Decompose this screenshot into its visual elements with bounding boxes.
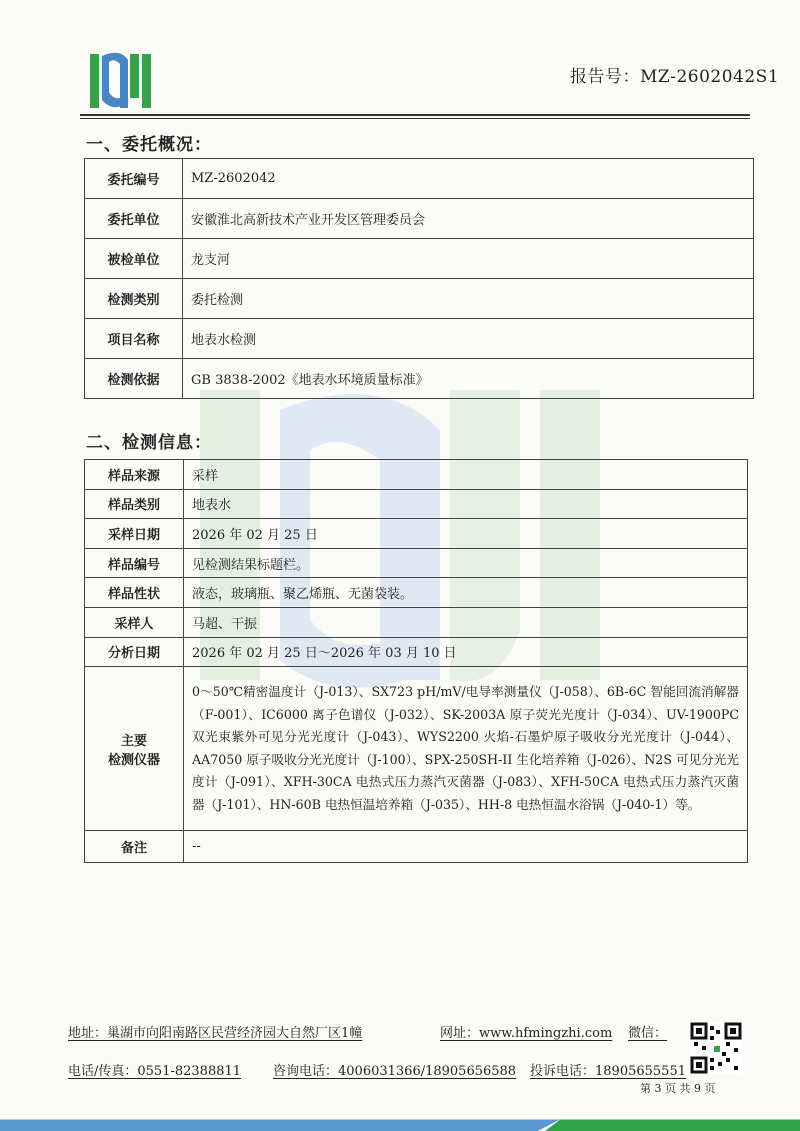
row-value: 委托检测 xyxy=(183,279,754,319)
footer-address: 地址：巢湖市向阳南路区民营经济园大自然厂区1幢 xyxy=(68,1026,363,1041)
header-divider-thin xyxy=(80,118,750,119)
row-value: 安徽淮北高新技术产业开发区管理委员会 xyxy=(183,199,754,239)
table-row xyxy=(85,199,754,239)
header-divider xyxy=(80,114,750,116)
table-row xyxy=(85,239,754,279)
table-row xyxy=(85,637,748,667)
row-label: 项目名称 xyxy=(85,319,183,359)
footer-consult: 咨询电话：4006031366/18905656588 xyxy=(273,1064,517,1079)
row-label: 采样日期 xyxy=(85,519,184,549)
row-label: 委托编号 xyxy=(85,159,183,199)
table-row xyxy=(85,319,754,359)
footer-wechat: 微信： xyxy=(628,1026,668,1041)
test-info-table xyxy=(84,459,748,863)
company-logo xyxy=(90,48,152,110)
commission-overview-table xyxy=(84,158,754,399)
row-label: 样品编号 xyxy=(85,548,184,578)
row-value: 龙支河 xyxy=(183,239,754,279)
row-label: 委托单位 xyxy=(85,199,183,239)
row-value: 2026 年 02 月 25 日～2026 年 03 月 10 日 xyxy=(184,637,748,667)
row-value: 见检测结果标题栏。 xyxy=(184,548,748,578)
remark-value: -- xyxy=(184,831,748,863)
table-row xyxy=(85,519,748,549)
row-label: 检测类别 xyxy=(85,279,183,319)
row-value: 采样 xyxy=(184,460,748,490)
instruments-label-line1: 主要 xyxy=(120,733,147,749)
row-value: GB 3838-2002《地表水环境质量标准》 xyxy=(183,359,754,399)
page-number: 第 3 页 共 9 页 xyxy=(640,1082,716,1095)
row-label: 检测依据 xyxy=(85,359,183,399)
report-number: 报告号：MZ-2602042S1 xyxy=(570,67,780,87)
instruments-row xyxy=(85,667,748,831)
row-label: 样品性状 xyxy=(85,578,184,608)
row-label: 采样人 xyxy=(85,607,184,637)
row-label: 样品来源 xyxy=(85,460,184,490)
footer-complaint: 投诉电话：18905655551 xyxy=(530,1064,686,1079)
table-row xyxy=(85,159,754,199)
table-row xyxy=(85,607,748,637)
remark-label: 备注 xyxy=(85,831,184,863)
table-row xyxy=(85,548,748,578)
instruments-label xyxy=(85,667,184,831)
instruments-label-line2: 检测仪器 xyxy=(107,752,160,768)
row-value: 液态，玻璃瓶、聚乙烯瓶、无菌袋装。 xyxy=(184,578,748,608)
table-row xyxy=(85,279,754,319)
row-label: 被检单位 xyxy=(85,239,183,279)
row-value: 地表水检测 xyxy=(183,319,754,359)
qr-code-icon xyxy=(690,1022,742,1074)
table-row xyxy=(85,359,754,399)
remark-row xyxy=(85,831,748,863)
instruments-value: 0～50℃精密温度计（J-013）、SX723 pH/mV/电导率测量仪（J-058）、6B-6C 智能回流消解器（F-001）、IC6000 离子色谱仪（J-032）、SK-2003A 原子荧光光度计（J-034）、UV-1900PC 双光束紫外可见分光光度计（J-043）、WYS2200 火焰-石墨炉原子吸收分光光度计（J-044）、AA7050 原子吸收分光光度计（J-100）、SPX-250SH-II 生化培养箱（J-026）、N2S 可见分光光度计（J-091）、XFH-30CA 电热式压力蒸汽灭菌器（J-083）、XFH-50CA 电热式压力蒸汽灭菌器（J-101）、HN-60B 电热恒温培养箱（J-035）、HH-8 电热恒温水浴锅（J-040-1）等。 xyxy=(184,667,748,831)
table-row xyxy=(85,489,748,519)
footer-phone: 电话/传真：0551-82388811 xyxy=(68,1064,242,1079)
row-value: 马超、干振 xyxy=(184,607,748,637)
table-row xyxy=(85,578,748,608)
footer-website[interactable]: 网址：www.hfmingzhi.com xyxy=(440,1026,613,1041)
section2-title: 二、检测信息： xyxy=(86,433,212,453)
footer-bar-blue xyxy=(0,1110,560,1131)
row-value: 地表水 xyxy=(184,489,748,519)
section1-title: 一、委托概况： xyxy=(86,135,212,155)
row-label: 分析日期 xyxy=(85,637,184,667)
footer-bar-green xyxy=(545,1110,800,1131)
row-value: 2026 年 02 月 25 日 xyxy=(184,519,748,549)
row-value: MZ-2602042 xyxy=(183,159,754,199)
table-row xyxy=(85,460,748,490)
row-label: 样品类别 xyxy=(85,489,184,519)
